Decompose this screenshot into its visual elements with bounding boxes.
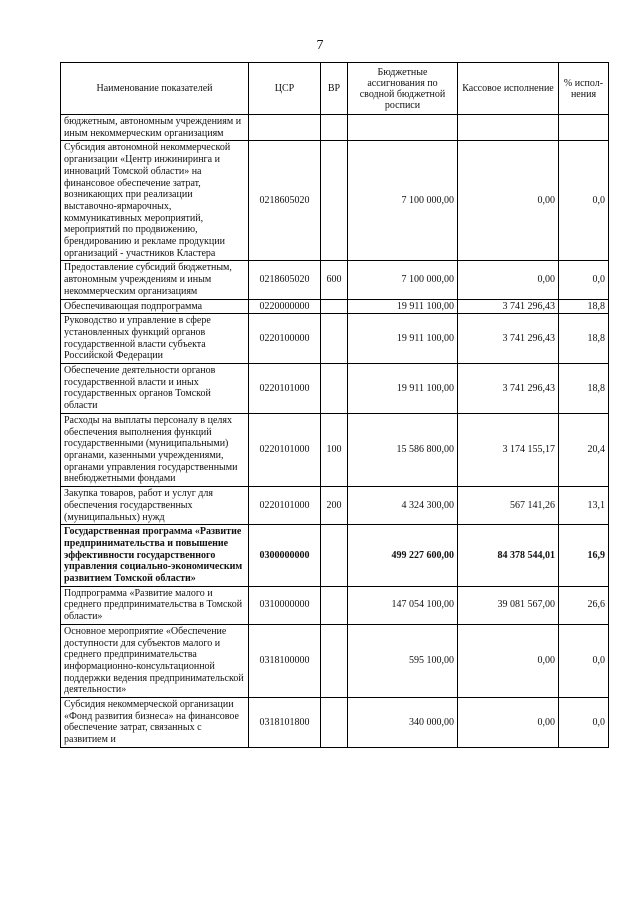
cell-pct: 0,0 — [559, 141, 609, 261]
cell-vr — [321, 364, 348, 414]
table-row — [61, 314, 609, 364]
cell-cash: 0,00 — [458, 624, 559, 697]
budget-table — [60, 62, 609, 748]
table-row — [61, 624, 609, 697]
header-name: Наименование показателей — [61, 63, 249, 115]
cell-vr — [321, 698, 348, 748]
cell-budget: 499 227 600,00 — [348, 525, 458, 587]
cell-vr — [321, 115, 348, 141]
cell-pct: 0,0 — [559, 261, 609, 299]
cell-pct — [559, 115, 609, 141]
cell-name: бюджетным, автономным учреждениям и иным некоммерческим организациям — [61, 115, 249, 141]
cell-cash: 84 378 544,01 — [458, 525, 559, 587]
table-body — [61, 115, 609, 748]
cell-cash: 567 141,26 — [458, 487, 559, 525]
cell-vr — [321, 314, 348, 364]
table-row — [61, 299, 609, 314]
cell-csr: 0218605020 — [249, 261, 321, 299]
cell-name: Подпрограмма «Развитие малого и среднего предпринимательства в Томской области» — [61, 586, 249, 624]
cell-csr: 0218605020 — [249, 141, 321, 261]
cell-cash: 39 081 567,00 — [458, 586, 559, 624]
cell-vr: 200 — [321, 487, 348, 525]
cell-csr: 0310000000 — [249, 586, 321, 624]
cell-cash: 0,00 — [458, 261, 559, 299]
cell-name: Расходы на выплаты персоналу в целях обеспечения выполнения функций государственными (муниципальными) органами, казенными учреждениями, органами управления государственными внебюджетными фондами — [61, 413, 249, 486]
cell-pct: 18,8 — [559, 314, 609, 364]
cell-budget: 7 100 000,00 — [348, 141, 458, 261]
cell-budget: 147 054 100,00 — [348, 586, 458, 624]
cell-budget: 7 100 000,00 — [348, 261, 458, 299]
cell-budget: 19 911 100,00 — [348, 299, 458, 314]
cell-budget: 19 911 100,00 — [348, 364, 458, 414]
header-cash: Кассовое исполнение — [458, 63, 559, 115]
cell-name: Государственная программа «Развитие предпринимательства и повышение эффективности государственного управления социально-экономическим развитием Томской области» — [61, 525, 249, 587]
header-vr: ВР — [321, 63, 348, 115]
cell-csr — [249, 115, 321, 141]
cell-vr: 100 — [321, 413, 348, 486]
cell-vr — [321, 299, 348, 314]
cell-pct: 18,8 — [559, 364, 609, 414]
header-budget: Бюджетные ассигнования по сводной бюджетной росписи — [348, 63, 458, 115]
cell-vr — [321, 586, 348, 624]
cell-csr: 0220000000 — [249, 299, 321, 314]
cell-csr: 0220101000 — [249, 364, 321, 414]
cell-pct: 13,1 — [559, 487, 609, 525]
cell-name: Обеспечивающая подпрограмма — [61, 299, 249, 314]
cell-cash: 3 741 296,43 — [458, 364, 559, 414]
cell-name: Субсидия некоммерческой организации «Фонд развития бизнеса» на финансовое обеспечение затрат, связанных с развитием и — [61, 698, 249, 748]
table-row — [61, 586, 609, 624]
cell-budget: 340 000,00 — [348, 698, 458, 748]
cell-cash — [458, 115, 559, 141]
table-row — [61, 261, 609, 299]
table-row — [61, 413, 609, 486]
cell-budget — [348, 115, 458, 141]
cell-name: Субсидия автономной некоммерческой организации «Центр инжиниринга и инноваций Томской области» на финансовое обеспечение затрат, возникающих при реализации выставочно-ярмарочных, коммуникативных мероприятий, мероприятий по продвижению, брендированию и рекламе продукции организаций - участников Кластера — [61, 141, 249, 261]
cell-budget: 15 586 800,00 — [348, 413, 458, 486]
cell-cash: 0,00 — [458, 698, 559, 748]
header-pct: % испол-нения — [559, 63, 609, 115]
table-row — [61, 525, 609, 587]
cell-vr — [321, 141, 348, 261]
cell-vr — [321, 525, 348, 587]
cell-name: Обеспечение деятельности органов государственной власти и иных государственных органов Томской области — [61, 364, 249, 414]
table-row — [61, 141, 609, 261]
table-header-row — [61, 63, 609, 115]
cell-pct: 0,0 — [559, 698, 609, 748]
header-csr: ЦСР — [249, 63, 321, 115]
table-row — [61, 487, 609, 525]
table-row — [61, 115, 609, 141]
table-row — [61, 364, 609, 414]
cell-budget: 595 100,00 — [348, 624, 458, 697]
cell-cash: 3 741 296,43 — [458, 299, 559, 314]
cell-budget: 4 324 300,00 — [348, 487, 458, 525]
cell-name: Руководство и управление в сфере установленных функций органов государственной власти субъекта Российской Федерации — [61, 314, 249, 364]
cell-csr: 0318101800 — [249, 698, 321, 748]
cell-pct: 16,9 — [559, 525, 609, 587]
cell-pct: 0,0 — [559, 624, 609, 697]
cell-csr: 0318100000 — [249, 624, 321, 697]
cell-csr: 0220101000 — [249, 487, 321, 525]
page-number: 7 — [316, 38, 324, 53]
cell-pct: 20,4 — [559, 413, 609, 486]
cell-name: Основное мероприятие «Обеспечение доступности для субъектов малого и среднего предпринимательства информационно-консультационной поддержки ведения предпринимательской деятельности» — [61, 624, 249, 697]
cell-name: Предоставление субсидий бюджетным, автономным учреждениям и иным некоммерческим организациям — [61, 261, 249, 299]
table-row — [61, 698, 609, 748]
cell-name: Закупка товаров, работ и услуг для обеспечения государственных (муниципальных) нужд — [61, 487, 249, 525]
cell-csr: 0220100000 — [249, 314, 321, 364]
cell-budget: 19 911 100,00 — [348, 314, 458, 364]
cell-pct: 26,6 — [559, 586, 609, 624]
cell-vr — [321, 624, 348, 697]
cell-csr: 0300000000 — [249, 525, 321, 587]
cell-cash: 3 174 155,17 — [458, 413, 559, 486]
cell-pct: 18,8 — [559, 299, 609, 314]
cell-cash: 0,00 — [458, 141, 559, 261]
cell-csr: 0220101000 — [249, 413, 321, 486]
cell-vr: 600 — [321, 261, 348, 299]
cell-cash: 3 741 296,43 — [458, 314, 559, 364]
